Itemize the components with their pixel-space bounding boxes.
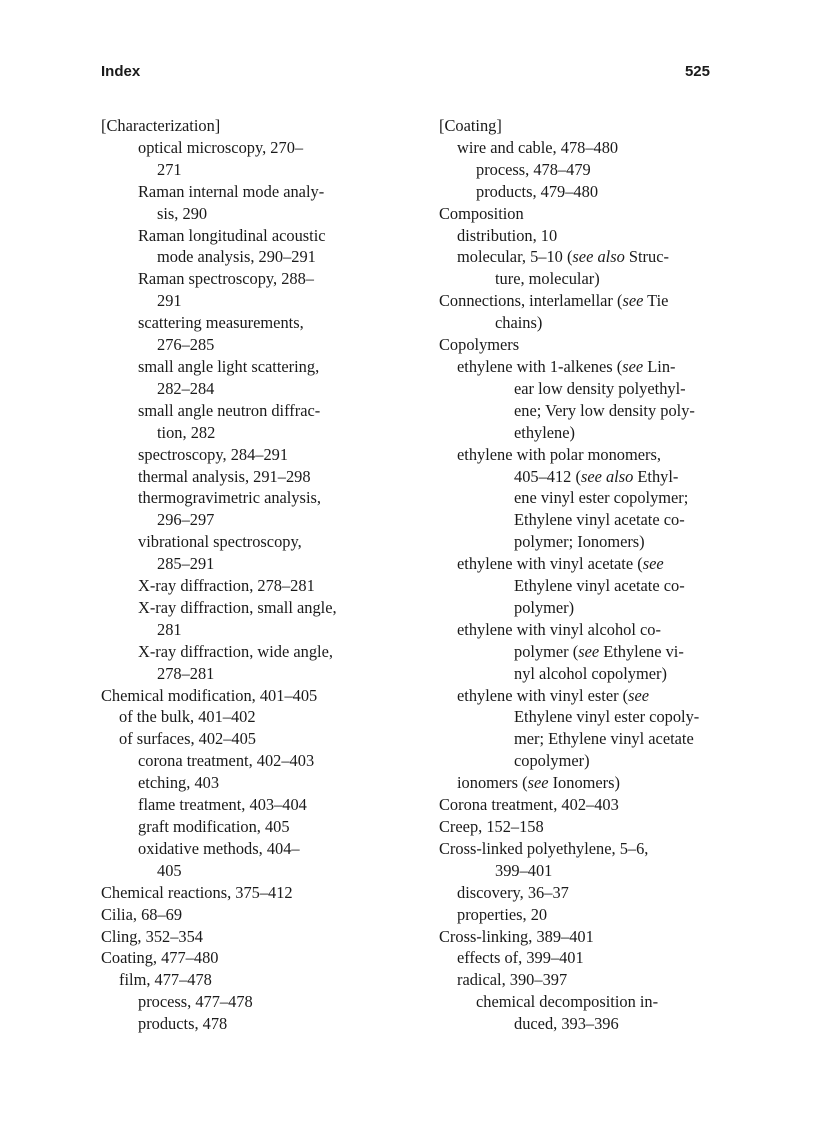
index-entry-line: polymer) [514,597,575,617]
index-entry-line: ethylene with polar monomers, [457,444,661,464]
index-entry-line: 405 [157,860,182,880]
index-entry-line: products, 479–480 [476,181,599,201]
cross-reference-term: see [622,356,644,376]
index-entry-line: ethylene with vinyl alcohol co- [457,619,661,639]
index-entry-line [439,685,739,707]
index-entry-line: ene vinyl ester copolymer; [514,488,689,508]
index-entry-line: ethylene) [514,422,575,442]
index-entry-line [439,356,739,378]
index-entry-line: copolymer) [514,751,590,771]
cross-reference-term: see [622,291,644,311]
index-entry-line: tion, 282 [157,422,216,442]
index-entry-line: Raman spectroscopy, 288– [138,269,315,289]
entry-text: Ethyl- [633,466,679,486]
index-entry-line: effects of, 399–401 [457,948,584,968]
entry-text: molecular, 5–10 ( [457,247,573,267]
index-entry-line: distribution, 10 [457,225,558,245]
index-entry-line: radical, 390–397 [457,970,568,990]
index-entry-line: polymer; Ionomers) [514,532,645,552]
index-entry-line: Cilia, 68–69 [101,904,183,924]
index-entry-line: Ethylene vinyl ester copoly- [514,707,700,727]
cross-reference-term: see also [572,247,625,267]
index-entry-line: Raman internal mode analy- [138,181,325,201]
index-entry-line: 399–401 [495,860,553,880]
index-entry-line: sis, 290 [157,203,208,223]
cross-reference-term: see [628,685,650,705]
index-entry-line: Ethylene vinyl acetate co- [514,576,685,596]
index-entry-line: of surfaces, 402–405 [119,729,257,749]
index-entry-line: Chemical reactions, 375–412 [101,882,293,902]
index-entry-line: [Characterization] [101,116,221,135]
index-entry-line: Cling, 352–354 [101,926,203,946]
index-entry-line: optical microscopy, 270– [138,137,304,157]
index-entry-line: ture, molecular) [495,269,600,289]
index-entry-line: chains) [495,313,543,333]
entry-text: Struc- [624,247,669,267]
entry-text: ethylene with 1-alkenes ( [457,356,623,376]
index-entry-line: X-ray diffraction, 278–281 [138,576,315,596]
entry-text: Connections, interlamellar ( [439,291,623,311]
index-entry-line: 285–291 [157,554,215,574]
index-entry-line: ear low density polyethyl- [514,378,686,398]
index-entry-line: 271 [157,159,182,179]
index-entry-line [439,641,739,663]
index-entry-line: Composition [439,203,524,223]
index-entry-line: spectroscopy, 284–291 [138,444,289,464]
entry-text: ethylene with vinyl acetate ( [457,554,643,574]
index-entry-line: scattering measurements, [138,313,304,333]
index-entry-line: Raman longitudinal acoustic [138,225,326,245]
index-entry-line: thermal analysis, 291–298 [138,466,311,486]
entry-text: polymer ( [514,641,579,661]
index-entry-line: 291 [157,291,182,311]
index-entry-line: oxidative methods, 404– [138,838,300,858]
index-entry-line: products, 478 [138,1014,228,1034]
index-entry-line: small angle neutron diffrac- [138,400,321,420]
cross-reference-term: see [642,554,664,574]
index-entry-line: graft modification, 405 [138,817,290,836]
entry-text: Lin- [643,356,676,376]
index-entry-line: X-ray diffraction, small angle, [138,597,337,617]
index-entry-line: of the bulk, 401–402 [119,707,256,727]
index-column-left [101,115,401,1035]
entry-text: Ionomers) [548,773,620,793]
index-column-right [439,115,739,1035]
index-entry-line: etching, 403 [138,773,220,793]
index-entry-line: properties, 20 [457,904,548,924]
cross-reference-term: see [527,773,549,793]
index-entry-line: film, 477–478 [119,970,212,990]
index-entry-line: mer; Ethylene vinyl acetate [514,729,694,749]
index-entry-line: Cross-linked polyethylene, 5–6, [439,838,649,858]
index-entry-line: chemical decomposition in- [476,992,659,1012]
index-entry-line: corona treatment, 402–403 [138,751,315,771]
index-entry-line: thermogravimetric analysis, [138,488,321,508]
index-entry-line: Chemical modification, 401–405 [101,685,318,705]
index-entry-line: Corona treatment, 402–403 [439,795,619,815]
index-entry-line: Creep, 152–158 [439,817,544,836]
entry-text: ionomers ( [457,773,528,793]
index-entry-line [439,772,739,794]
index-entry-line: [Coating] [439,116,502,135]
entry-text: 405–412 ( [514,466,581,486]
index-entry-line: wire and cable, 478–480 [457,137,619,157]
index-entry-line: process, 477–478 [138,992,253,1012]
index-entry-line: flame treatment, 403–404 [138,795,307,815]
index-entry-line: X-ray diffraction, wide angle, [138,641,333,661]
index-entry-line [439,290,739,312]
cross-reference-term: see also [580,466,634,486]
index-entry-line: 282–284 [157,378,215,398]
index-entry-line: process, 478–479 [476,159,591,179]
index-entry-line: small angle light scattering, [138,356,320,376]
index-entry-line: duced, 393–396 [514,1014,619,1034]
index-entry-line: nyl alcohol copolymer) [514,663,667,683]
index-entry-line: Ethylene vinyl acetate co- [514,510,685,530]
index-entry-line [439,553,739,575]
page-number: 525 [684,63,710,80]
entry-text: Tie [643,291,669,311]
index-entry-line: mode analysis, 290–291 [157,247,316,267]
index-entry-line: ene; Very low density poly- [514,400,695,420]
index-entry-line [439,246,739,268]
index-entry-line: 281 [157,619,182,639]
index-entry-line: Cross-linking, 389–401 [439,926,594,946]
index-entry-line [439,466,739,488]
index-entry-line: 296–297 [157,510,215,530]
index-entry-line: discovery, 36–37 [457,882,569,902]
cross-reference-term: see [578,641,600,661]
index-entry-line: Coating, 477–480 [101,948,219,968]
index-entry-line: Copolymers [439,335,520,355]
index-entry-line: 276–285 [157,335,215,355]
running-header-title: Index [101,63,141,80]
index-entry-line: vibrational spectroscopy, [138,532,302,552]
entry-text: ethylene with vinyl ester ( [457,685,629,705]
entry-text: Ethylene vi- [599,641,684,661]
index-entry-line: 278–281 [157,663,215,683]
